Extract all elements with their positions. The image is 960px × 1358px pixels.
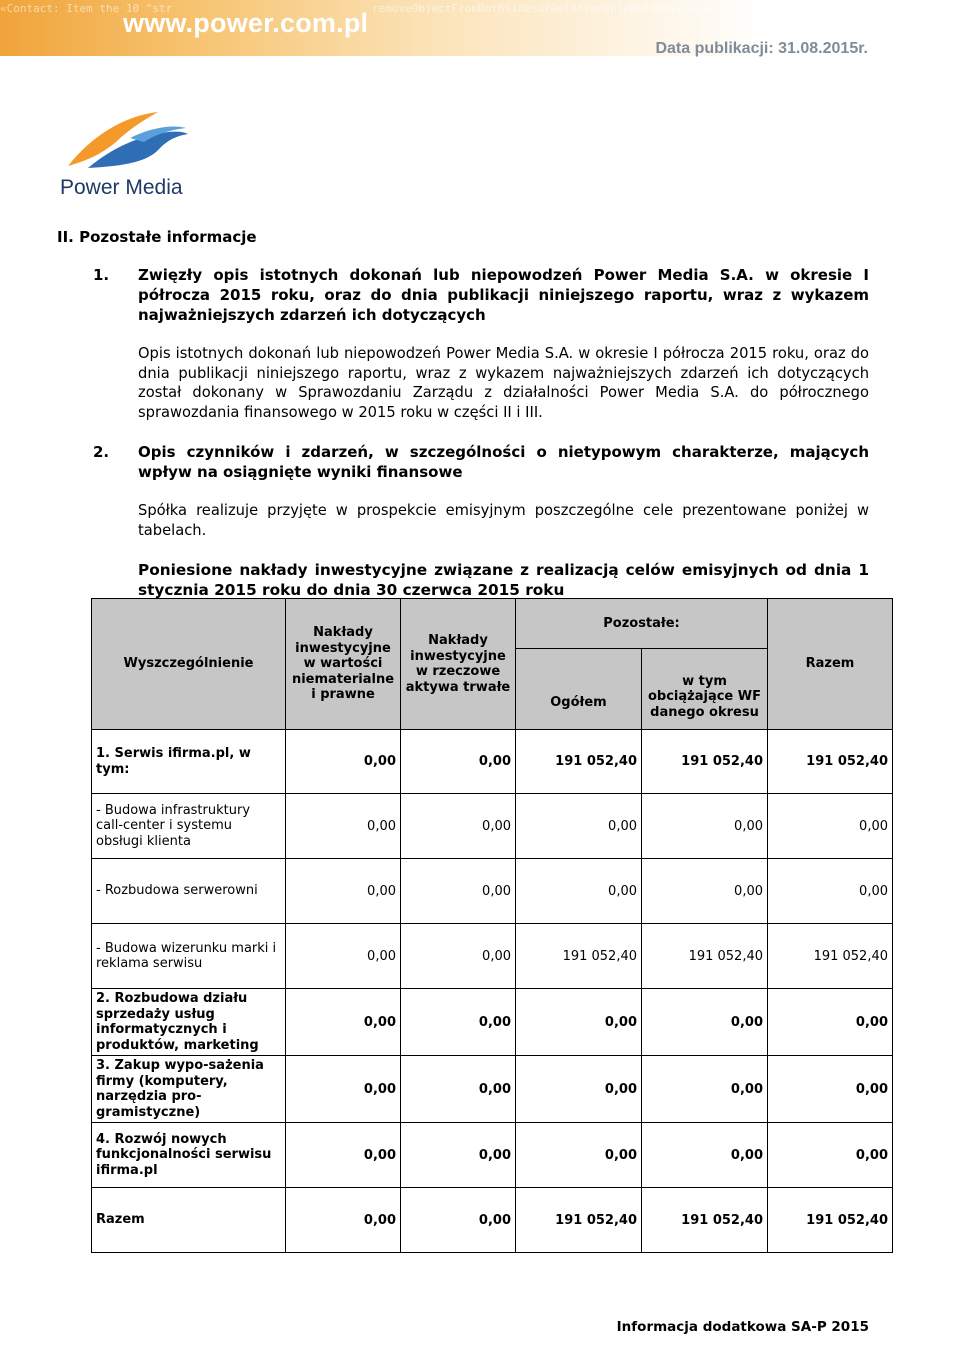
cell: 0,00 <box>768 794 893 859</box>
cell: 0,00 <box>642 1123 768 1188</box>
cell: 0,00 <box>401 1188 516 1253</box>
cell: 0,00 <box>286 859 401 924</box>
row-label: 4. Rozwój nowych funkcjonalności serwisu ifirma.pl <box>92 1123 286 1188</box>
cell: 191 052,40 <box>516 730 642 794</box>
publication-date: Data publikacji: 31.08.2015r. <box>655 40 868 57</box>
table-row <box>92 989 893 1056</box>
section-title: II. Pozostałe informacje <box>57 228 257 246</box>
cell: 0,00 <box>286 730 401 794</box>
cell: 0,00 <box>768 1056 893 1123</box>
cell: 191 052,40 <box>768 924 893 989</box>
row-label: 2. Rozbudowa działu sprzedaży usług informatycznych i produktów, marketing <box>92 989 286 1056</box>
row-label: 3. Zakup wypo-sażenia firmy (komputery, narzędzia pro-gramistyczne) <box>92 1056 286 1123</box>
cell: 191 052,40 <box>768 730 893 794</box>
cell: 0,00 <box>516 859 642 924</box>
item-heading: Zwięzły opis istotnych dokonań lub niepowodzeń Power Media S.A. w okresie I półrocza 2015 roku, oraz do dnia publikacji niniejszego raportu, wraz z wykazem najważniejszych zdarzeń ich dotyczących <box>138 266 869 324</box>
cell: 0,00 <box>516 1123 642 1188</box>
cell: 0,00 <box>516 794 642 859</box>
cell: 191 052,40 <box>516 1188 642 1253</box>
table-row <box>92 1188 893 1253</box>
cell: 0,00 <box>401 1056 516 1123</box>
decorative-code-text: removeObjectFromBothSidesOfRelationshipWithKey(object, "targetObject") <box>372 2 836 15</box>
power-media-logo-wave-icon <box>60 108 190 174</box>
cell: 191 052,40 <box>516 924 642 989</box>
cell: 0,00 <box>401 924 516 989</box>
table-row <box>92 794 893 859</box>
cell: 0,00 <box>286 1123 401 1188</box>
cell: 0,00 <box>401 794 516 859</box>
table-title: Poniesione nakłady inwestycyjne związane z realizacją celów emisyjnych od dnia 1 stycznia 2015 roku do dnia 30 czerwca 2015 roku <box>138 561 869 599</box>
cell: 0,00 <box>768 989 893 1056</box>
cell: 0,00 <box>401 730 516 794</box>
item-heading: Opis czynników i zdarzeń, w szczególności o nietypowym charakterze, mających wpływ na osiągnięte wyniki finansowe <box>138 443 869 481</box>
cell: 0,00 <box>286 1188 401 1253</box>
header-col-wf: w tym obciążające WF danego okresu <box>642 649 768 730</box>
header-col-other-total: Ogółem <box>516 649 642 730</box>
item-number: 2. <box>93 443 110 461</box>
row-label: - Budowa infrastruktury call-center i systemu obsługi klienta <box>92 794 286 859</box>
cell: 0,00 <box>642 859 768 924</box>
header-col-total: Razem <box>768 599 893 730</box>
cell: 0,00 <box>286 989 401 1056</box>
cell: 191 052,40 <box>642 1188 768 1253</box>
cell: 0,00 <box>401 859 516 924</box>
header-group-other: Pozostałe: <box>516 599 768 649</box>
table-row <box>92 730 893 794</box>
cell: 0,00 <box>516 989 642 1056</box>
table-row <box>92 1056 893 1123</box>
investment-table <box>91 598 893 1253</box>
row-label: - Budowa wizerunku marki i reklama serwisu <box>92 924 286 989</box>
row-label: 1. Serwis ifirma.pl, w tym: <box>92 730 286 794</box>
item-body: Opis istotnych dokonań lub niepowodzeń Power Media S.A. w okresie I półrocza 2015 roku, oraz do dnia publikacji niniejszego raportu, wraz z wykazem najważniejszych zdarzeń ich dotyczących został dokonany w Sprawozdaniu Zarządu z działalności Power Media S.A. do półrocznego sprawozdania finansowego w 2015 roku w części II i III. <box>138 345 869 421</box>
cell: 0,00 <box>516 1056 642 1123</box>
item-number: 1. <box>93 266 110 284</box>
cell: 0,00 <box>768 859 893 924</box>
cell: 191 052,40 <box>768 1188 893 1253</box>
cell: 0,00 <box>286 1056 401 1123</box>
decorative-code-text: «Contact: Item the 10 "str <box>0 2 173 15</box>
logo-text: Power Media <box>60 176 183 199</box>
cell: 0,00 <box>768 1123 893 1188</box>
row-label: Razem <box>92 1188 286 1253</box>
table-row <box>92 859 893 924</box>
header-col-intangible: Nakłady inwestycyjne w wartości niematerialne i prawne <box>286 599 401 730</box>
cell: 191 052,40 <box>642 924 768 989</box>
cell: 191 052,40 <box>642 730 768 794</box>
cell: 0,00 <box>642 989 768 1056</box>
row-label: - Rozbudowa serwerowni <box>92 859 286 924</box>
header-col-fixed-assets: Nakłady inwestycyjne w rzeczowe aktywa trwałe <box>401 599 516 730</box>
cell: 0,00 <box>642 794 768 859</box>
table-row <box>92 924 893 989</box>
table-row <box>92 1123 893 1188</box>
cell: 0,00 <box>642 1056 768 1123</box>
item-body: Spółka realizuje przyjęte w prospekcie emisyjnym poszczególne cele prezentowane poniżej w tabelach. <box>138 502 869 539</box>
cell: 0,00 <box>286 924 401 989</box>
header-col-description: Wyszczególnienie <box>92 599 286 730</box>
site-url: www.power.com.pl <box>123 8 369 38</box>
cell: 0,00 <box>286 794 401 859</box>
footer-text: Informacja dodatkowa SA-P 2015 <box>616 1319 869 1335</box>
cell: 0,00 <box>401 989 516 1056</box>
cell: 0,00 <box>401 1123 516 1188</box>
